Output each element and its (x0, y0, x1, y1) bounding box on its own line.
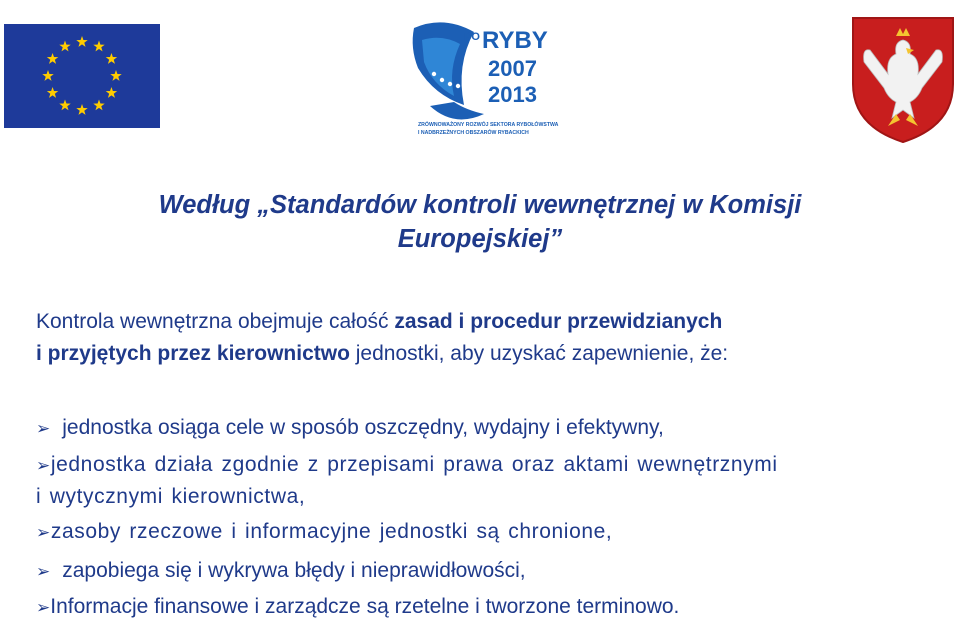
bullet-item-4 (36, 555, 936, 587)
bullet-text-2b: i wytycznymi kierownictwa, (36, 485, 306, 508)
por-ryby-text: RYBY (482, 27, 548, 54)
por-year1-text: 2007 (488, 56, 537, 81)
title-line-2: Europejskiej” (397, 225, 563, 253)
arrow-bullet-icon: ➢ (36, 598, 51, 617)
intro-bold-1: zasad i procedur przewidzianych (394, 310, 723, 333)
po-ryby-logo (404, 10, 564, 150)
arrow-bullet-icon: ➢ (36, 419, 51, 438)
bullet-text-1: jednostka osiąga cele w sposób oszczędny, wydajny i efektywny, (62, 416, 664, 439)
arrow-bullet-icon: ➢ (36, 523, 51, 542)
intro-bold-2: i przyjętych przez kierownictwo (36, 342, 350, 365)
bullet-text-3: zasoby rzeczowe i informacyjne jednostki są chronione, (50, 520, 613, 543)
intro-text-1: Kontrola wewnętrzna obejmuje całość (36, 310, 395, 333)
por-caption1: ZRÓWNOWAŻONY ROZWÓJ SEKTORA RYBOŁÓWSTWA (418, 122, 559, 128)
title-line-1: Według „Standardów kontroli wewnętrznej w Komisji (158, 191, 802, 219)
bullet-item-2 (36, 449, 936, 512)
arrow-bullet-icon: ➢ (36, 456, 51, 475)
bullet-item-3 (36, 516, 936, 548)
intro-text-2: jednostki, aby uzyskać zapewnienie, że: (349, 342, 729, 365)
eu-flag-logo (4, 24, 160, 128)
por-year2-text: 2013 (488, 82, 537, 107)
bullet-text-5: Informacje finansowe i zarządcze są rzetelne i tworzone terminowo. (50, 595, 680, 618)
bullet-text-4: zapobiega się i wykrywa błędy i nieprawidłowości, (62, 559, 526, 582)
slide-title (0, 188, 960, 256)
intro-paragraph (36, 306, 936, 370)
bullet-item-1 (36, 412, 936, 444)
arrow-bullet-icon: ➢ (36, 562, 51, 581)
bullet-text-2a: jednostka działa zgodnie z przepisami prawa oraz aktami wewnętrznymi (50, 453, 778, 476)
bullet-item-5 (36, 591, 936, 623)
por-po-text: PO (464, 31, 480, 43)
por-caption2: I NADBRZEŻNYCH OBSZARÓW RYBACKICH (418, 130, 529, 136)
wielkopolska-crest-logo (848, 14, 958, 146)
